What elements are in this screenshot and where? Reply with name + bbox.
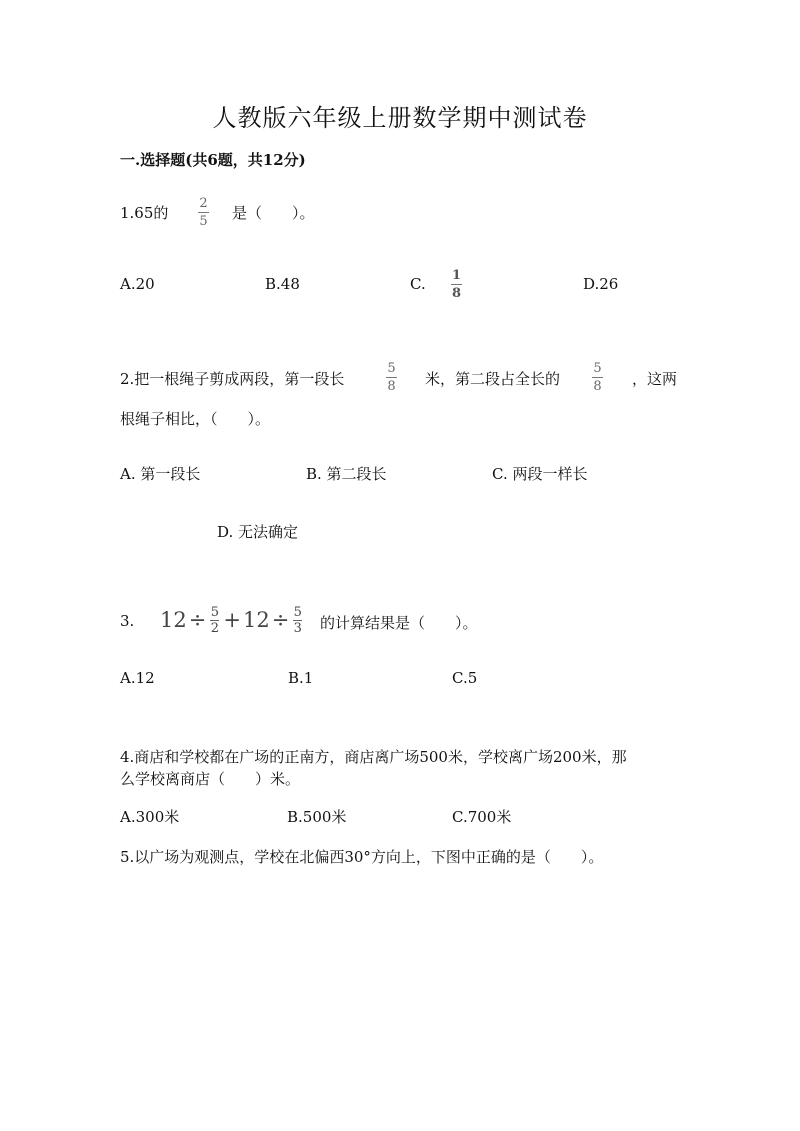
- q3-expr-fraction-1: [210, 606, 219, 635]
- q3-expression: [160, 604, 304, 636]
- divide-sign: ÷: [188, 608, 207, 632]
- q4-line2: 么学校离商店（ ）米。: [120, 770, 301, 788]
- q2-fraction-2-numerator: 5: [593, 361, 602, 376]
- q1-fraction-denominator: 5: [199, 214, 208, 229]
- q1-fraction-numerator: 2: [199, 196, 208, 211]
- q1-option-b[interactable]: B.48: [265, 275, 300, 293]
- section-heading: 一.选择题(共6题，共12分): [120, 151, 306, 169]
- q2-part1: 2.把一根绳子剪成两段，第一段长: [120, 370, 345, 388]
- q3-expr-number-2: 12: [242, 608, 270, 632]
- q5-text: 5.以广场为观测点，学校在北偏西30°方向上，下图中正确的是（ ）。: [120, 848, 604, 866]
- page-title: 人教版六年级上册数学期中测试卷: [212, 104, 588, 132]
- q2-fraction-1-numerator: 5: [387, 361, 396, 376]
- q3-number: 3.: [120, 612, 135, 630]
- q3-expr-number-1: 12: [160, 608, 187, 632]
- q1-fraction: [198, 196, 209, 229]
- q3-option-b[interactable]: B.1: [288, 669, 314, 687]
- divide-sign: ÷: [271, 608, 290, 632]
- q1-option-c-fraction: [451, 268, 462, 301]
- q2-option-a[interactable]: A. 第一段长: [120, 465, 201, 483]
- q1-suffix: 是（ ）。: [232, 204, 315, 222]
- q2-line2: 根绳子相比，（ ）。: [120, 410, 271, 428]
- q1-prefix: 1.65的: [120, 204, 169, 222]
- q3-option-a[interactable]: A.12: [120, 669, 155, 687]
- q4-line1: 4.商店和学校都在广场的正南方，商店离广场500米，学校离广场200米，那: [120, 748, 627, 766]
- q3-expr-fraction-2-denominator: 3: [293, 620, 302, 636]
- q3-expr-fraction-1-denominator: 2: [210, 620, 219, 636]
- q1-option-a[interactable]: A.20: [120, 275, 155, 293]
- q1-option-c-denominator: 8: [451, 286, 462, 301]
- q2-part3: ，这两: [632, 370, 678, 388]
- q2-option-c[interactable]: C. 两段一样长: [492, 465, 588, 483]
- fraction-bar: [451, 284, 462, 285]
- q2-fraction-2: [592, 361, 603, 394]
- q1-option-c-label[interactable]: C.: [410, 275, 426, 293]
- q4-option-c[interactable]: C.700米: [452, 808, 512, 826]
- plus-sign: +: [223, 608, 241, 632]
- q4-option-b[interactable]: B.500米: [287, 808, 347, 826]
- fraction-bar: [592, 377, 603, 378]
- q3-expr-fraction-2-numerator: 5: [293, 604, 302, 620]
- q3-expr-fraction-2: [293, 606, 302, 635]
- q3-expr-fraction-1-numerator: 5: [210, 604, 219, 620]
- q3-option-c[interactable]: C.5: [452, 669, 478, 687]
- q2-fraction-1: [386, 361, 397, 394]
- q4-option-a[interactable]: A.300米: [120, 808, 180, 826]
- q2-option-d[interactable]: D. 无法确定: [217, 523, 299, 541]
- fraction-bar: [386, 377, 397, 378]
- q2-option-b[interactable]: B. 第二段长: [306, 465, 387, 483]
- q3-suffix: 的计算结果是（ ）。: [320, 614, 478, 632]
- q1-option-c-numerator: 1: [451, 268, 462, 283]
- q2-part2: 米，第二段占全长的: [425, 370, 561, 388]
- q1-option-d[interactable]: D.26: [583, 275, 619, 293]
- q2-fraction-1-denominator: 8: [387, 379, 396, 394]
- q2-fraction-2-denominator: 8: [593, 379, 602, 394]
- fraction-bar: [198, 212, 209, 213]
